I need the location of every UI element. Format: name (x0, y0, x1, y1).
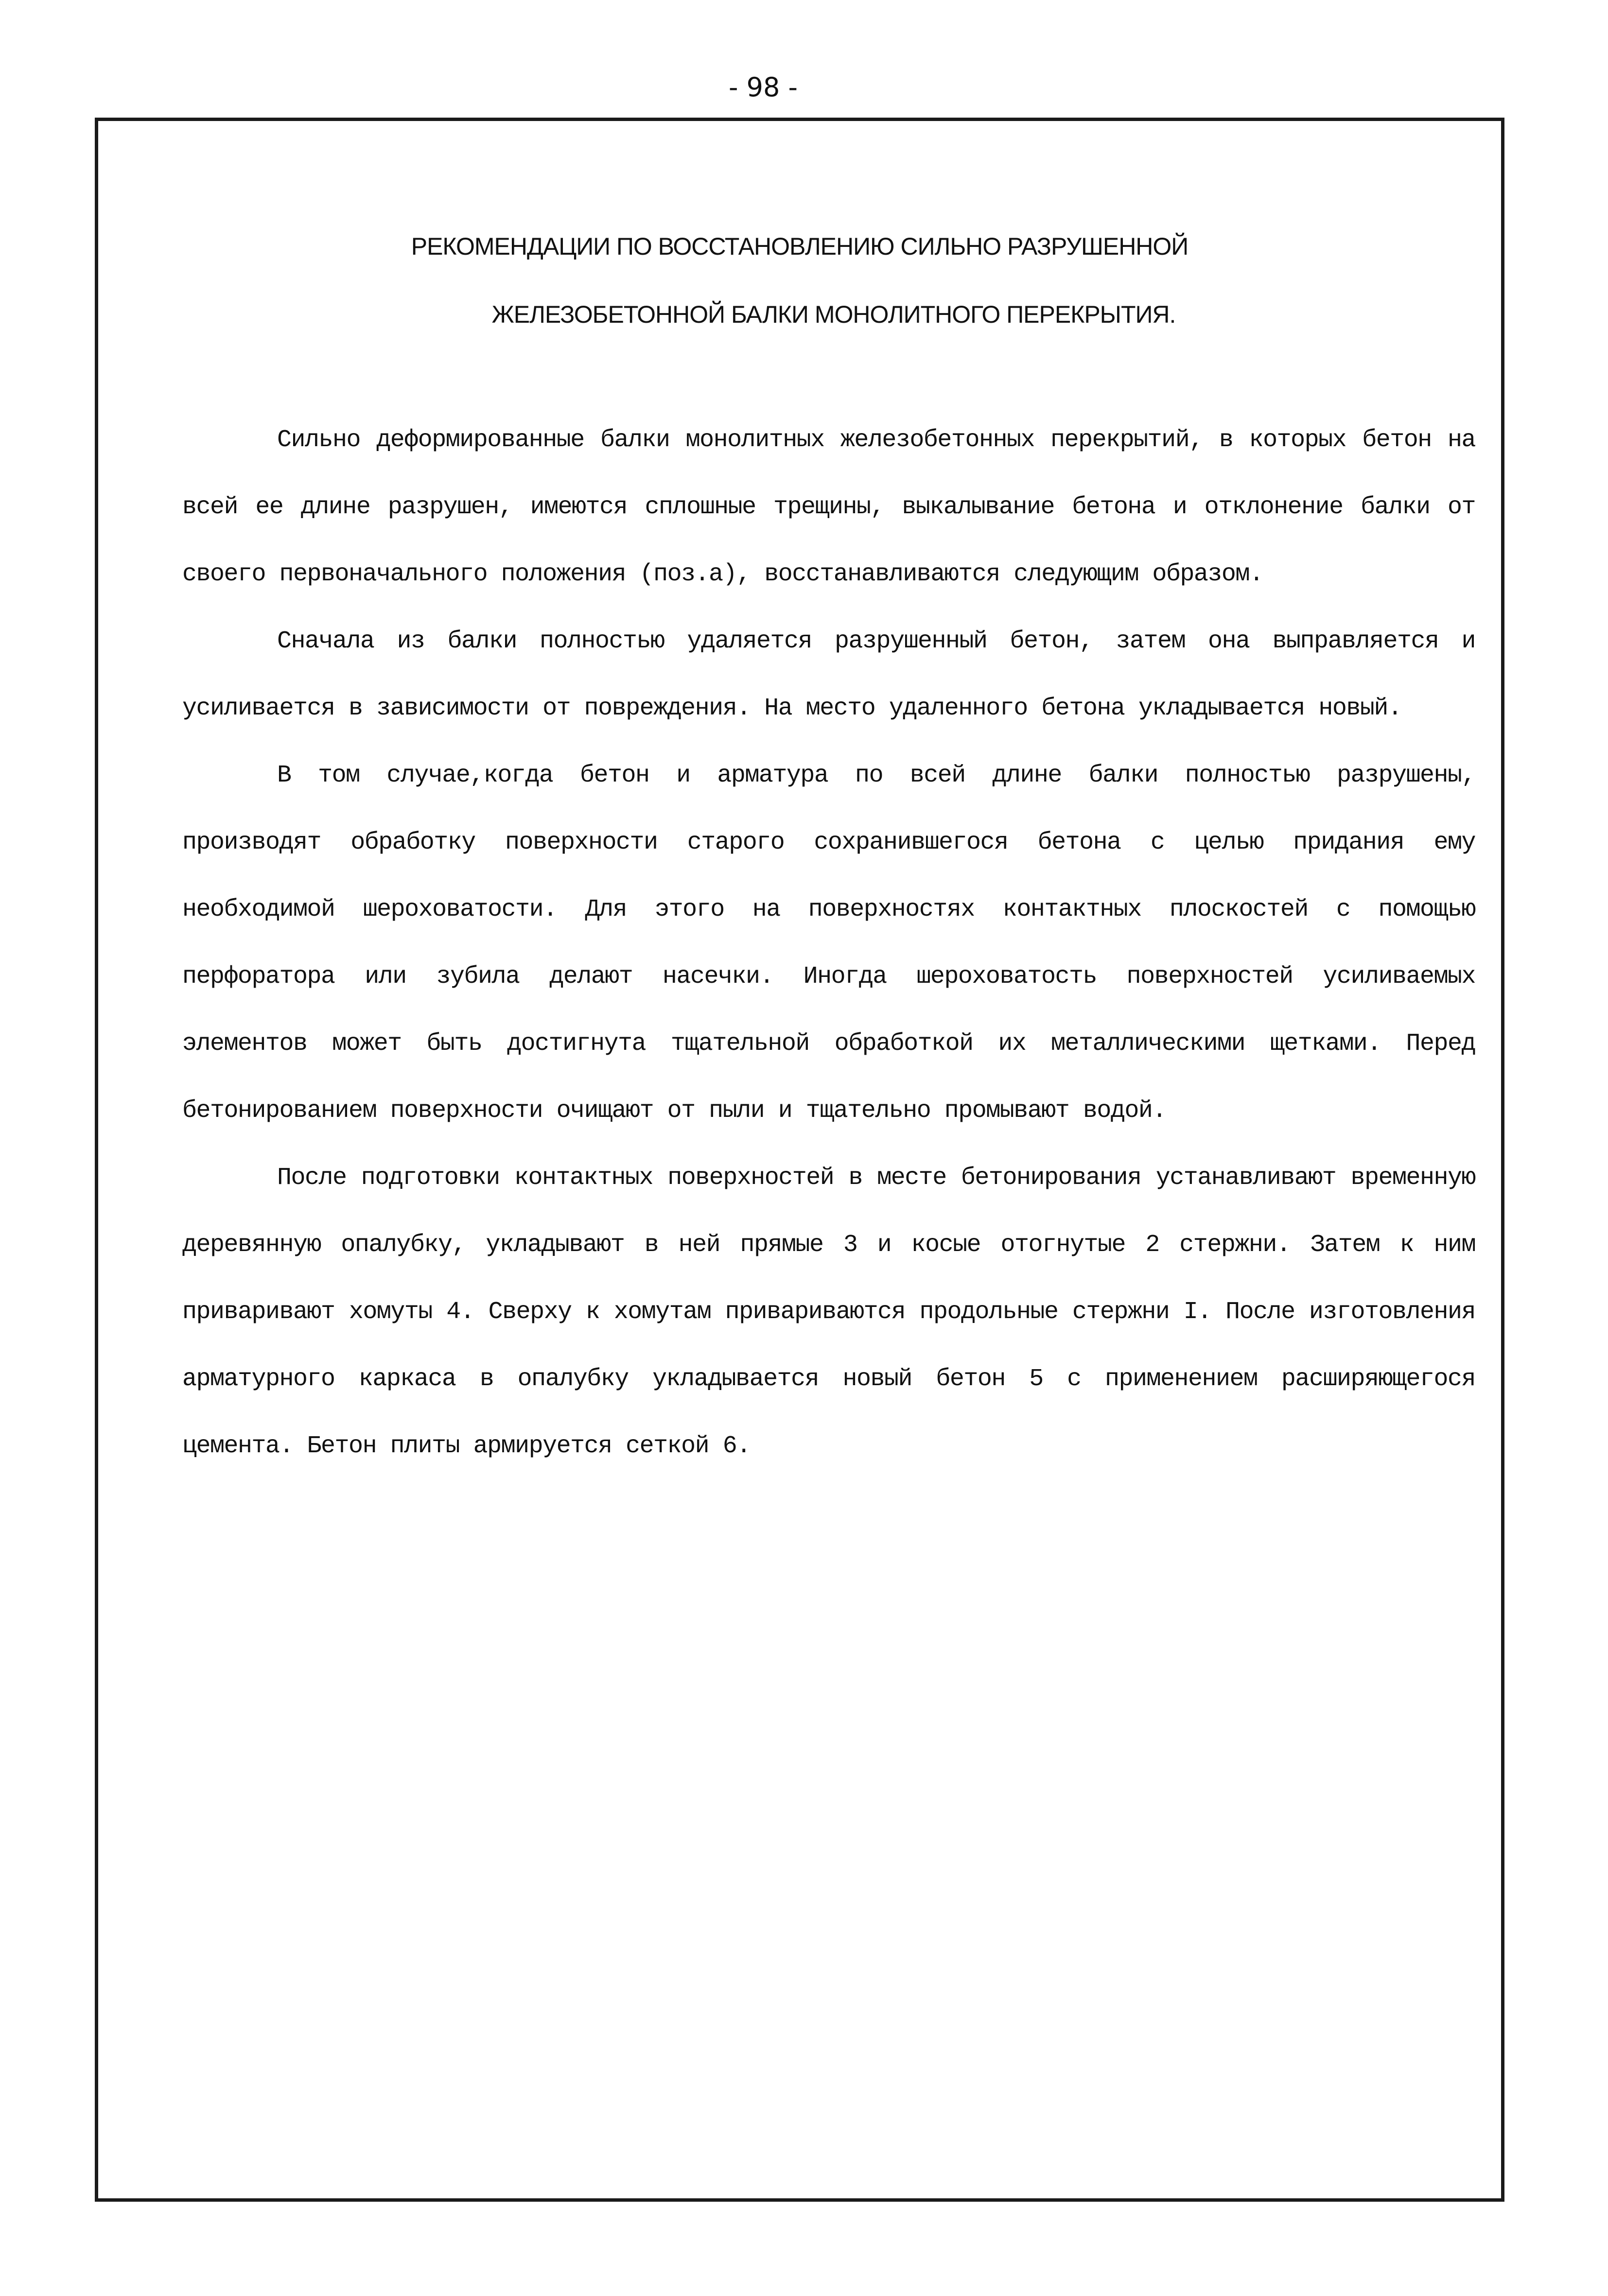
paragraph: Сильно деформированные балки монолитных железобетонных перекрытий, в которых бетон на всей ее длине разрушен, имеются сплошные трещины, выкалывание бетона и отклонение балки от своего первоначального положения (поз.а), восстанавливаются следующим образом. (182, 426, 1475, 588)
document-title-line-1: РЕКОМЕНДАЦИИ ПО ВОССТАНОВЛЕНИЮ СИЛЬНО РАЗРУШЕННОЙ (411, 233, 1189, 260)
paragraph: Сначала из балки полностью удаляется разрушенный бетон, затем она выправляется и усиливается в зависимости от повреждения. На место удаленного бетона укладывается новый. (182, 627, 1475, 722)
paragraph: В том случае,когда бетон и арматура по всей длине балки полностью разрушены, производят обработку поверхности старого сохранившегося бетона с целью придания ему необходимой шероховатости. Для этого на поверхностях контактных плоскостей с помощью перфоратора или зубила делают насечки. Иногда шероховатость поверхностей усиливаемых элементов может быть достигнута тщательной обработкой их металлическими щетками. Перед бетонированием поверхности очищают от пыли и тщательно промывают водой. (182, 762, 1475, 1125)
page-number: - 98 - (728, 72, 798, 103)
document-title-line-2: ЖЕЛЕЗОБЕТОННОЙ БАЛКИ МОНОЛИТНОГО ПЕРЕКРЫТИЯ. (491, 301, 1176, 328)
paragraph: После подготовки контактных поверхностей в месте бетонирования устанавливают временную деревянную опалубку, укладывают в ней прямые 3 и косые отогнутые 2 стержни. Затем к ним приваривают хомуты 4. Сверху к хомутам привариваются продольные стержни I. После изготовления арматурного каркаса в опалубку укладывается новый бетон 5 с применением расширяющегося цемента. Бетон плиты армируется сеткой 6. (182, 1164, 1475, 1460)
document-body (182, 407, 1475, 1480)
